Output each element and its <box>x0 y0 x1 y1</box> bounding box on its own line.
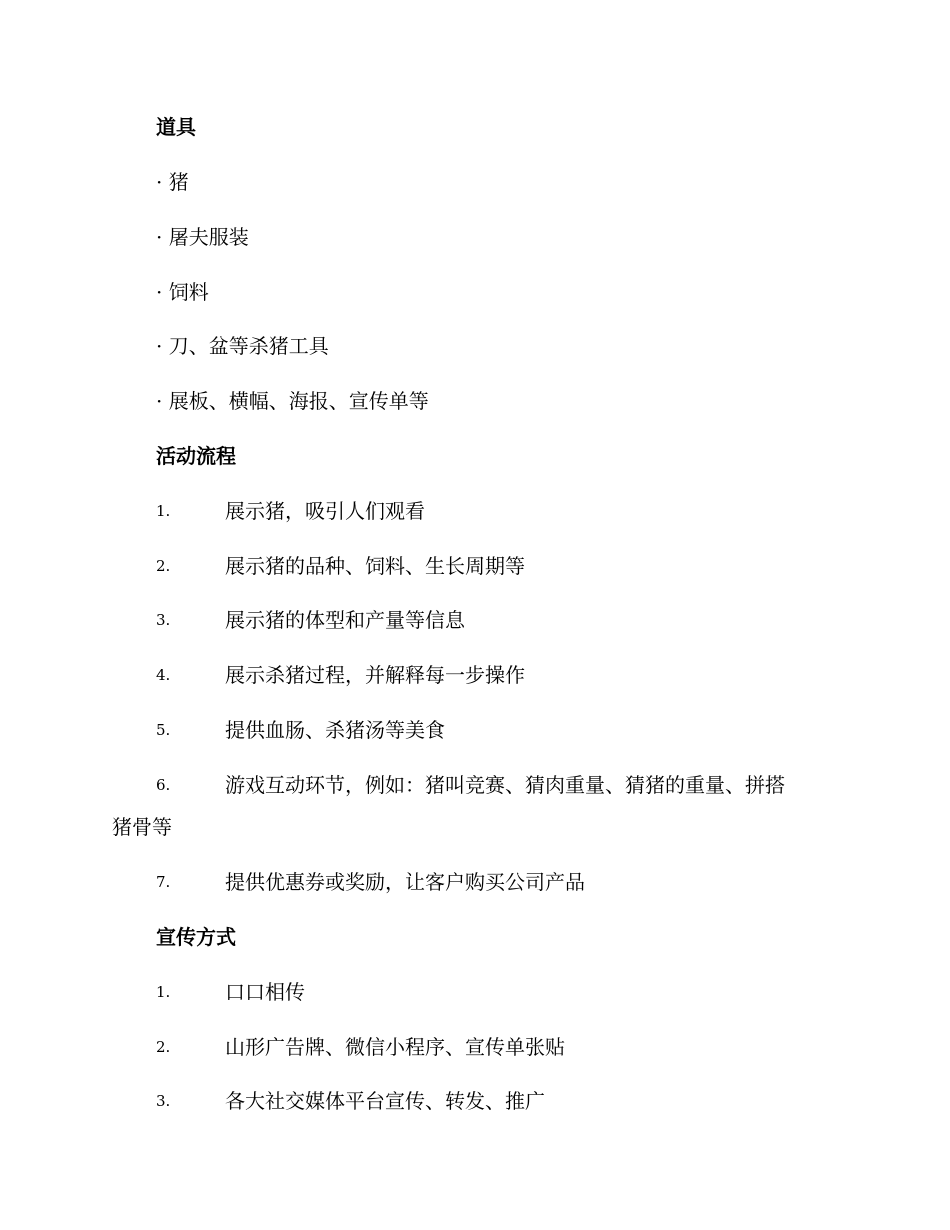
step-text: 各大社交媒体平台宣传、转发、推广 <box>225 1089 545 1113</box>
step-text: 展示猪，吸引人们观看 <box>225 499 425 523</box>
step-text: 山形广告牌、微信小程序、宣传单张贴 <box>225 1035 565 1059</box>
step-text: 展示杀猪过程，并解释每一步操作 <box>225 663 525 687</box>
step-number: 6. <box>156 776 171 794</box>
step-text: 提供优惠券或奖励，让客户购买公司产品 <box>225 870 585 894</box>
step-number: 1. <box>156 502 171 520</box>
step-number: 4. <box>156 666 171 684</box>
step-text: 展示猪的体型和产量等信息 <box>225 608 465 632</box>
step-text: 口口相传 <box>225 980 305 1004</box>
step-number: 3. <box>156 611 171 629</box>
section-heading-promotion: 宣传方式 <box>156 925 236 949</box>
step-text: 展示猪的品种、饲料、生长周期等 <box>225 554 525 578</box>
step-number: 1. <box>156 983 171 1001</box>
section-heading-props: 道具 <box>156 115 196 139</box>
step-number: 2. <box>156 1038 171 1056</box>
list-item: · 猪 <box>156 170 189 194</box>
list-item: · 刀、盆等杀猪工具 <box>156 334 329 358</box>
step-number: 5. <box>156 721 171 739</box>
step-text-continuation: 猪骨等 <box>112 815 172 839</box>
step-number: 7. <box>156 873 171 891</box>
step-number: 2. <box>156 557 171 575</box>
step-number: 3. <box>156 1092 171 1110</box>
list-item: · 屠夫服装 <box>156 225 249 249</box>
list-item: · 饲料 <box>156 280 209 304</box>
step-text: 游戏互动环节，例如：猪叫竞赛、猜肉重量、猜猪的重量、拼搭 <box>225 773 785 797</box>
step-text: 提供血肠、杀猪汤等美食 <box>225 718 445 742</box>
list-item: · 展板、横幅、海报、宣传单等 <box>156 389 429 413</box>
section-heading-process: 活动流程 <box>156 444 236 468</box>
